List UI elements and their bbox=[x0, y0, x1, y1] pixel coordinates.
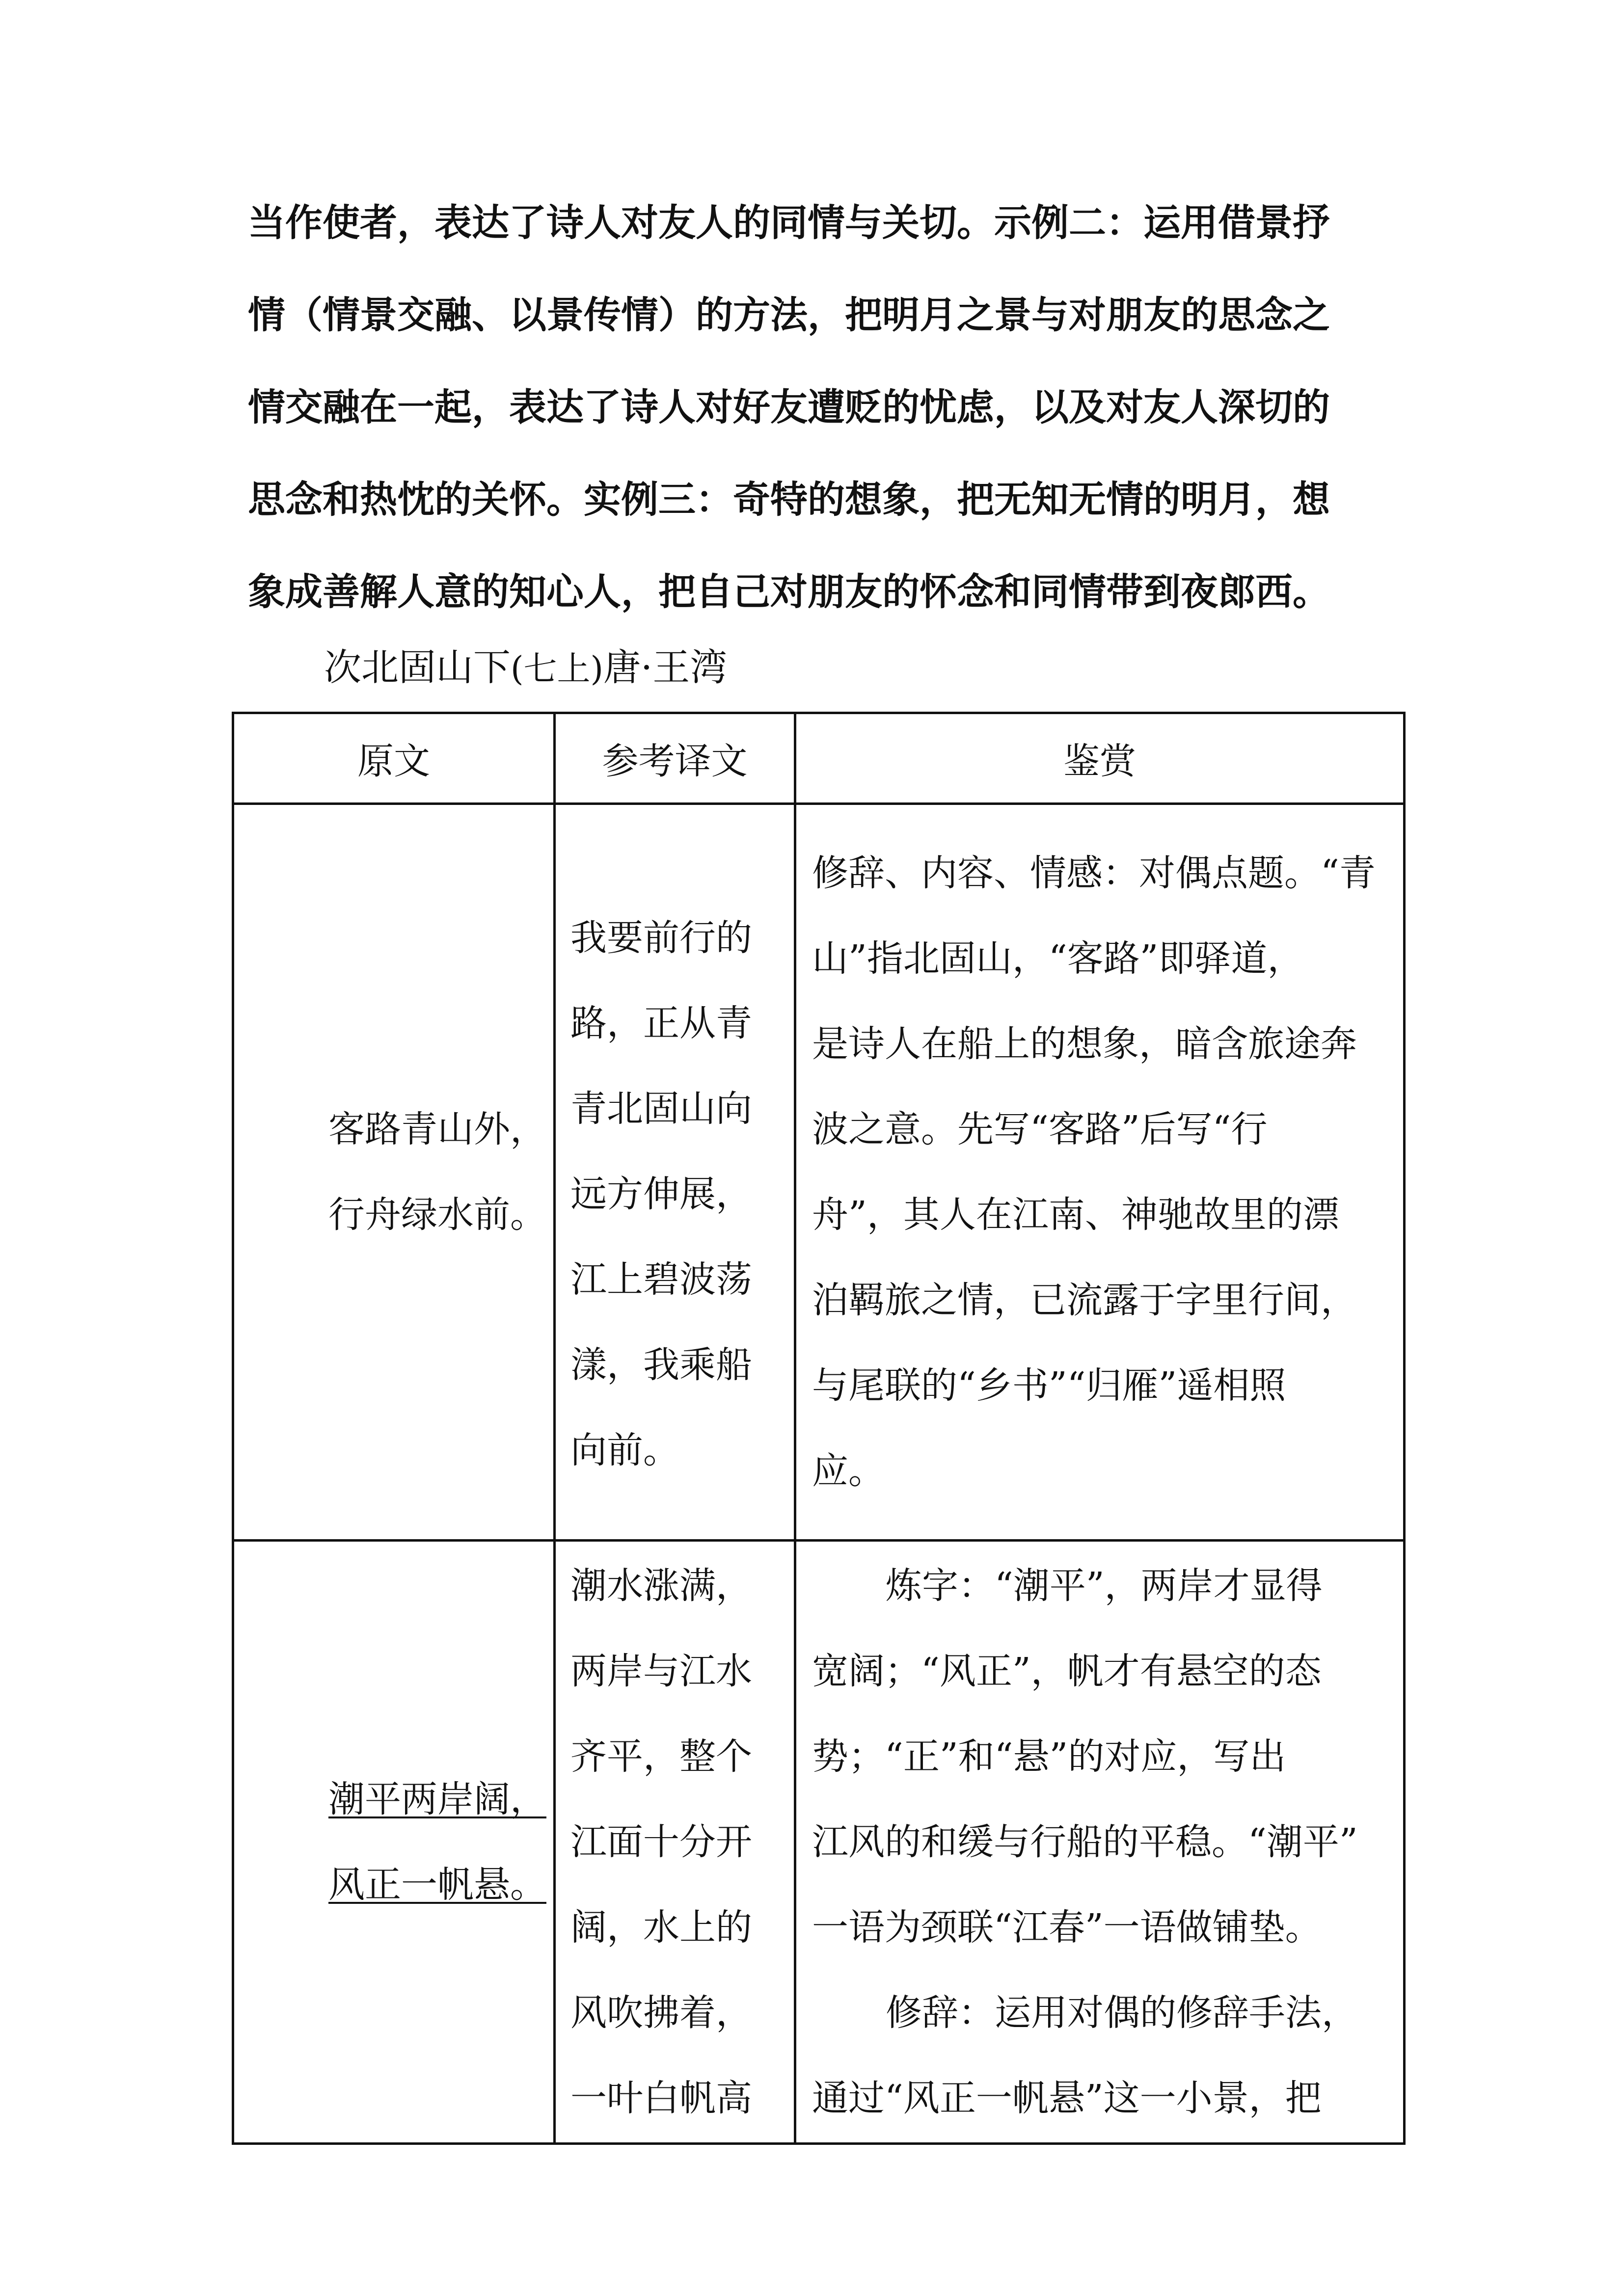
appreciation-line: 一语为颈联“江春”一语做铺垫。 bbox=[812, 1906, 1322, 1949]
table-row bbox=[233, 804, 1405, 1541]
translation-cell bbox=[555, 804, 795, 1541]
appreciation-line: 波之意。先写“客路”后写“行 bbox=[812, 1108, 1268, 1150]
translation-line: 江上碧波荡 bbox=[570, 1258, 752, 1301]
poem-author: 唐·王湾 bbox=[603, 645, 728, 689]
translation-line: 阔，水上的 bbox=[570, 1906, 752, 1949]
header-translation: 参考译文 bbox=[555, 713, 795, 804]
translation-line: 一叶白帆高 bbox=[570, 2077, 752, 2119]
appreciation-cell bbox=[795, 1541, 1405, 2144]
original-cell bbox=[233, 1541, 555, 2144]
appreciation-line: 炼字：“潮平”，两岸才显得 bbox=[886, 1564, 1323, 1607]
appreciation-line: 应。 bbox=[812, 1449, 885, 1492]
original-line: 行舟绿水前。 bbox=[328, 1194, 546, 1236]
poem-grade: (七上) bbox=[511, 650, 604, 689]
translation-line: 远方伸展， bbox=[570, 1173, 752, 1215]
translation-line: 我要前行的 bbox=[570, 916, 752, 959]
translation-line: 齐平，整个 bbox=[570, 1735, 752, 1778]
appreciation-line: 山”指北固山，“客路”即驿道， bbox=[812, 937, 1304, 980]
appreciation-line: 宽阔；“风正”，帆才有悬空的态 bbox=[812, 1650, 1322, 1692]
original-line: 客路青山外， bbox=[328, 1108, 546, 1150]
translation-line: 江面十分开 bbox=[570, 1820, 752, 1863]
translation-cell bbox=[555, 1541, 795, 2144]
translation-line: 潮水涨满， bbox=[570, 1564, 752, 1607]
poem-heading bbox=[324, 643, 727, 694]
appreciation-line: 通过“风正一帆悬”这一小景，把 bbox=[812, 2077, 1322, 2119]
intro-line: 当作使者，表达了诗人对友人的同情与关切。示例二：运用借景抒 bbox=[248, 201, 1330, 244]
original-line: 风正一帆悬。 bbox=[328, 1864, 546, 1906]
translation-line: 路，正从青 bbox=[570, 1002, 752, 1044]
header-original: 原文 bbox=[233, 713, 555, 804]
translation-line: 风吹拂着， bbox=[570, 1991, 752, 2034]
table-header-row bbox=[233, 713, 1405, 804]
intro-line: 象成善解人意的知心人，把自己对朋友的怀念和同情带到夜郎西。 bbox=[248, 570, 1330, 614]
appreciation-line: 修辞：运用对偶的修辞手法， bbox=[886, 1991, 1358, 2034]
appreciation-line: 与尾联的“乡书”“归雁”遥相照 bbox=[812, 1364, 1286, 1407]
header-appreciation: 鉴赏 bbox=[795, 713, 1405, 804]
appreciation-line: 泊羁旅之情，已流露于字里行间， bbox=[812, 1279, 1357, 1321]
translation-line: 向前。 bbox=[570, 1429, 679, 1471]
translation-line: 漾，我乘船 bbox=[570, 1343, 752, 1386]
appreciation-cell bbox=[795, 804, 1405, 1541]
intro-line: 思念和热忱的关怀。实例三：奇特的想象，把无知无情的明月，想 bbox=[248, 478, 1330, 521]
poem-table bbox=[232, 712, 1406, 2145]
intro-paragraph bbox=[248, 177, 1392, 638]
intro-line: 情交融在一起，表达了诗人对好友遭贬的忧虑，以及对友人深切的 bbox=[248, 385, 1330, 429]
original-cell bbox=[233, 804, 555, 1541]
table-row bbox=[233, 1541, 1405, 2144]
poem-title: 次北固山下 bbox=[324, 645, 511, 689]
appreciation-line: 江风的和缓与行船的平稳。“潮平” bbox=[812, 1820, 1358, 1863]
appreciation-line: 是诗人在船上的想象，暗含旅途奔 bbox=[812, 1022, 1357, 1065]
appreciation-line: 势；“正”和“悬”的对应，写出 bbox=[812, 1735, 1286, 1778]
appreciation-line: 修辞、内容、情感：对偶点题。“青 bbox=[812, 852, 1376, 894]
translation-line: 两岸与江水 bbox=[570, 1650, 752, 1692]
original-line: 潮平两岸阔， bbox=[328, 1778, 546, 1820]
translation-line: 青北固山向 bbox=[570, 1087, 752, 1130]
appreciation-line: 舟”，其人在江南、神驰故里的漂 bbox=[812, 1193, 1339, 1236]
intro-line: 情（情景交融、以景传情）的方法，把明月之景与对朋友的思念之 bbox=[248, 293, 1330, 337]
